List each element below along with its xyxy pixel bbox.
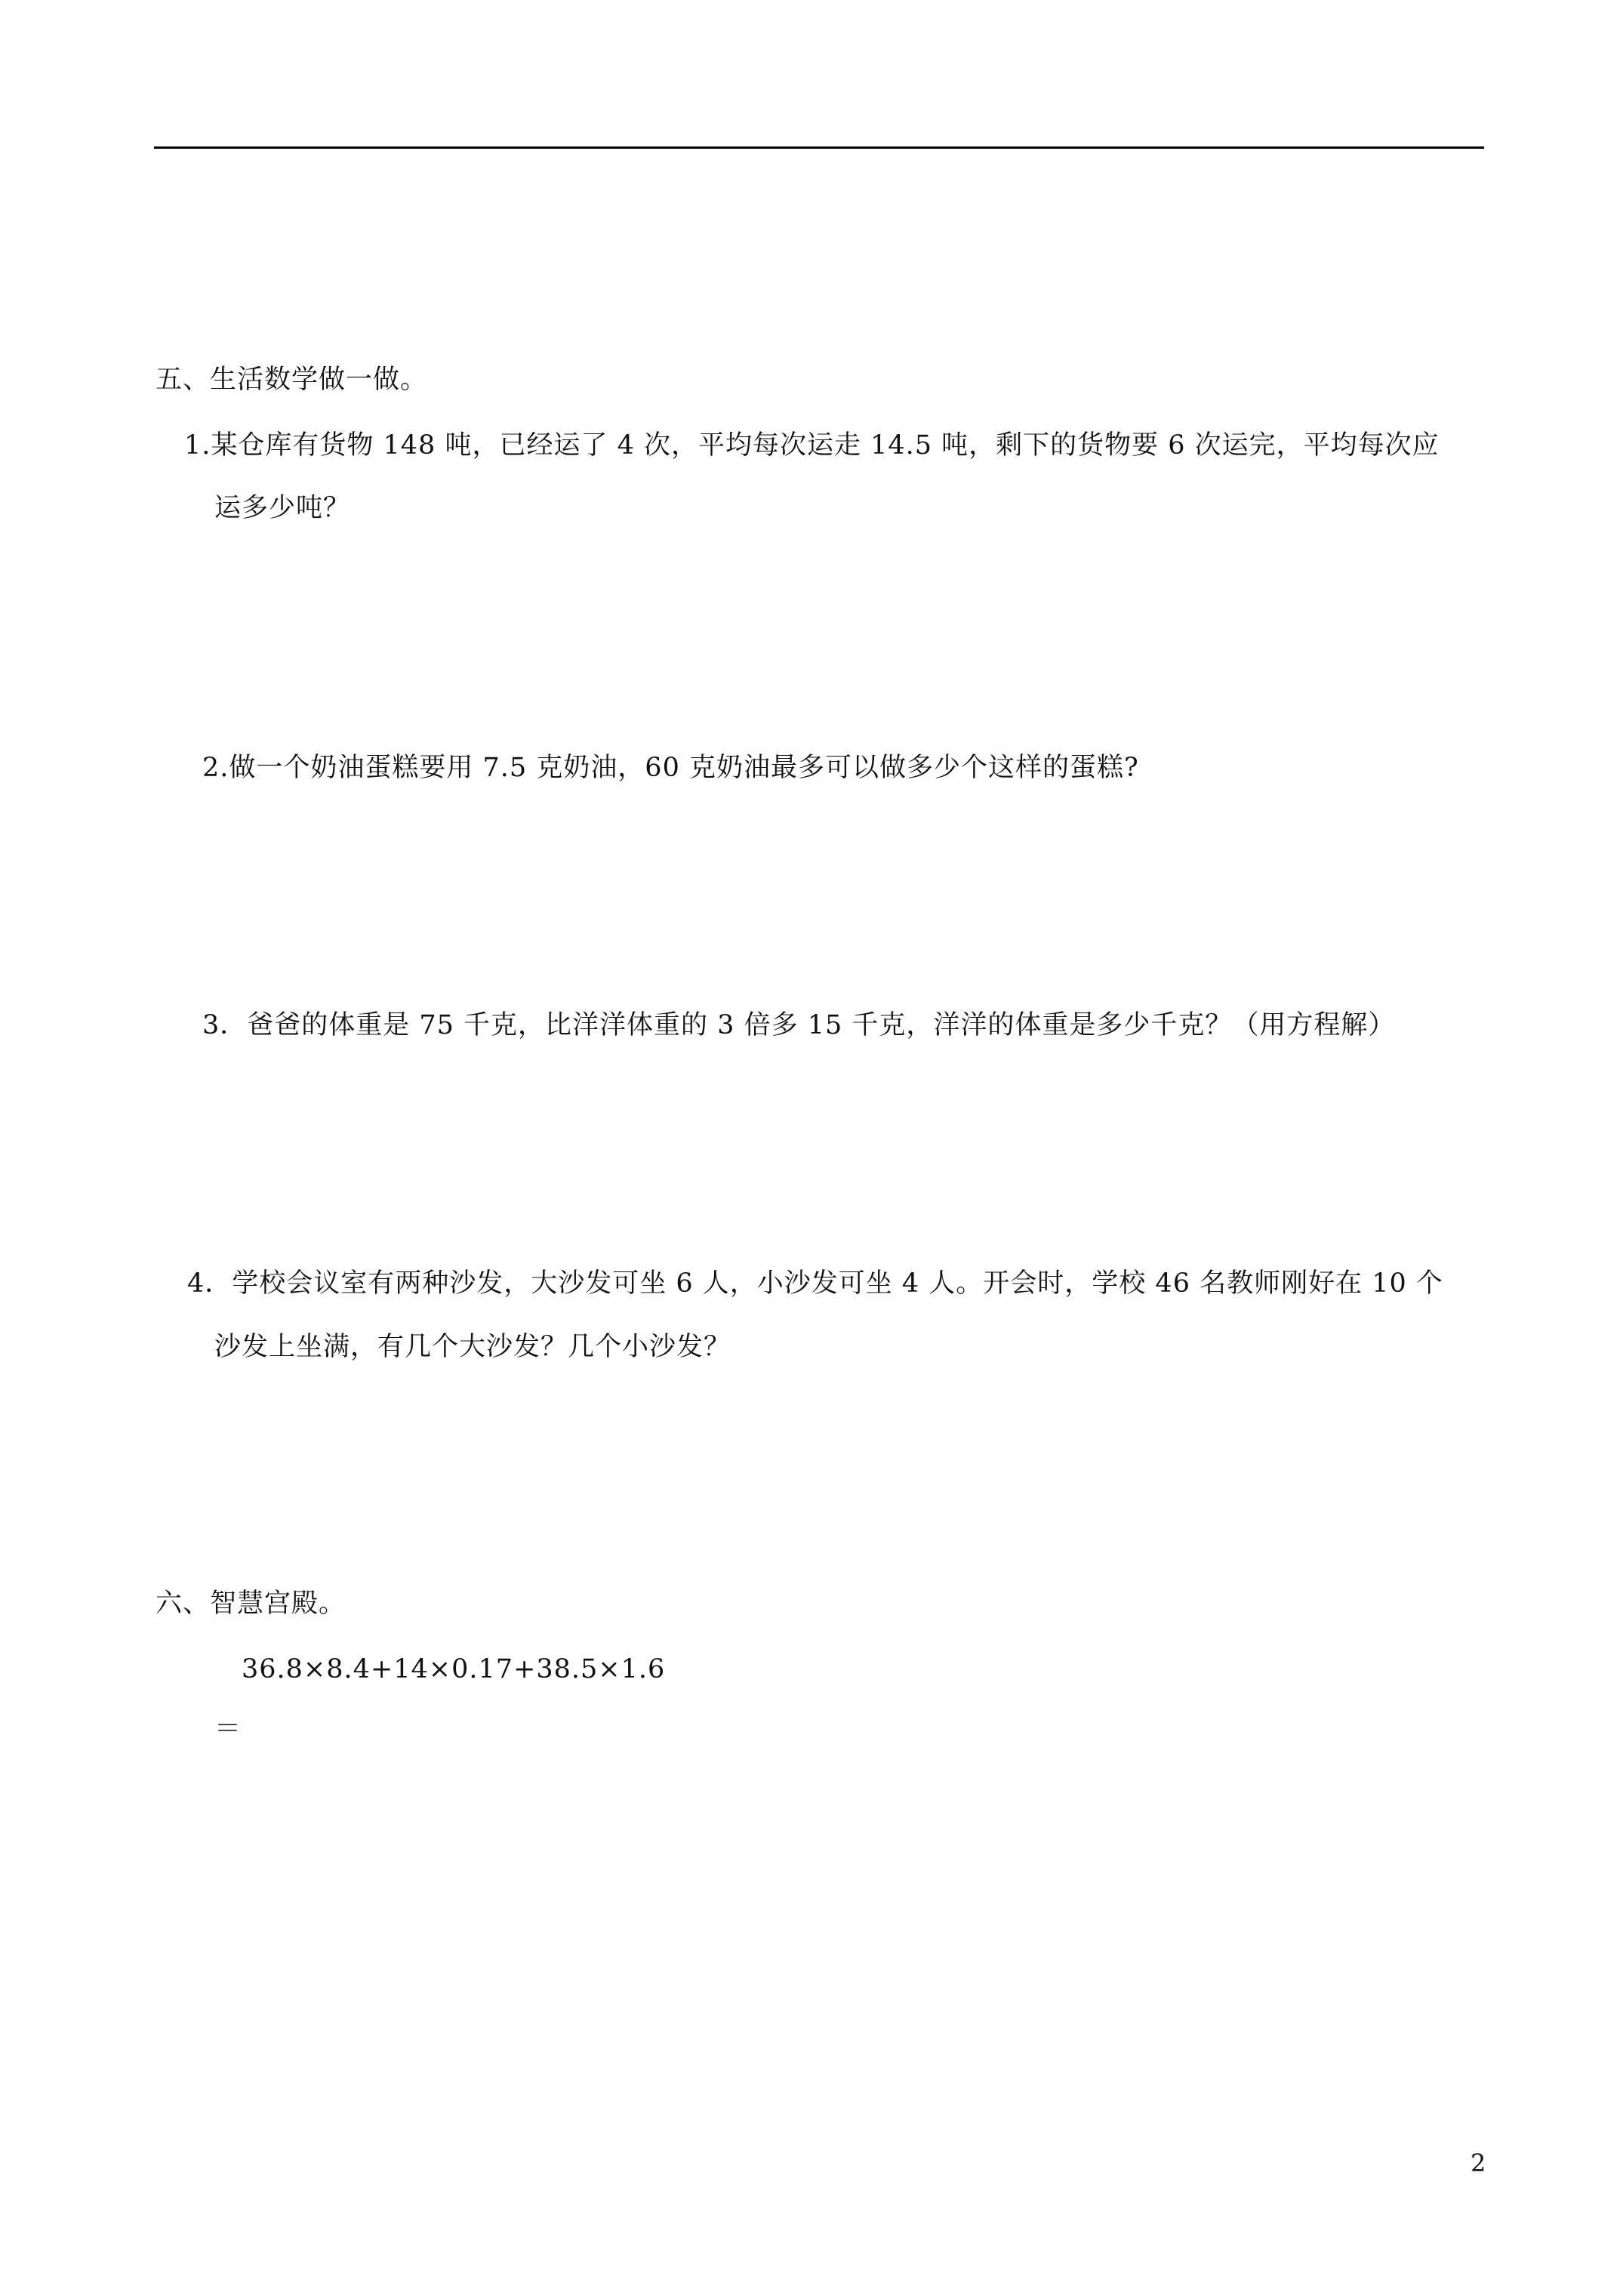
section-6-title: 六、智慧宫殿。	[156, 1589, 346, 1619]
header-rule	[154, 146, 1484, 149]
question-3: 3．爸爸的体重是 75 千克，比洋洋体重的 3 倍多 15 千克，洋洋的体重是多少千克？（用方程解）	[202, 1010, 1396, 1040]
question-2: 2.做一个奶油蛋糕要用 7.5 克奶油，60 克奶油最多可以做多少个这样的蛋糕?	[202, 753, 1139, 783]
math-expression: 36.8×8.4+14×0.17+38.5×1.6	[242, 1654, 666, 1684]
question-4-line-1: 4．学校会议室有两种沙发，大沙发可坐 6 人，小沙发可坐 4 人。开会时，学校 46 名教师刚好在 10 个	[187, 1268, 1443, 1299]
question-1-line-2: 运多少吨？	[214, 493, 351, 523]
question-1-line-1: 1.某仓库有货物 148 吨，已经运了 4 次，平均每次运走 14.5 吨，剩下的货物要 6 次运完，平均每次应	[184, 430, 1440, 461]
equals-sign: ＝	[214, 1714, 242, 1744]
page-number: 2	[1471, 2149, 1486, 2177]
section-5-title: 五、生活数学做一做。	[156, 365, 428, 395]
question-4-line-2: 沙发上坐满，有几个大沙发？几个小沙发？	[214, 1332, 731, 1362]
